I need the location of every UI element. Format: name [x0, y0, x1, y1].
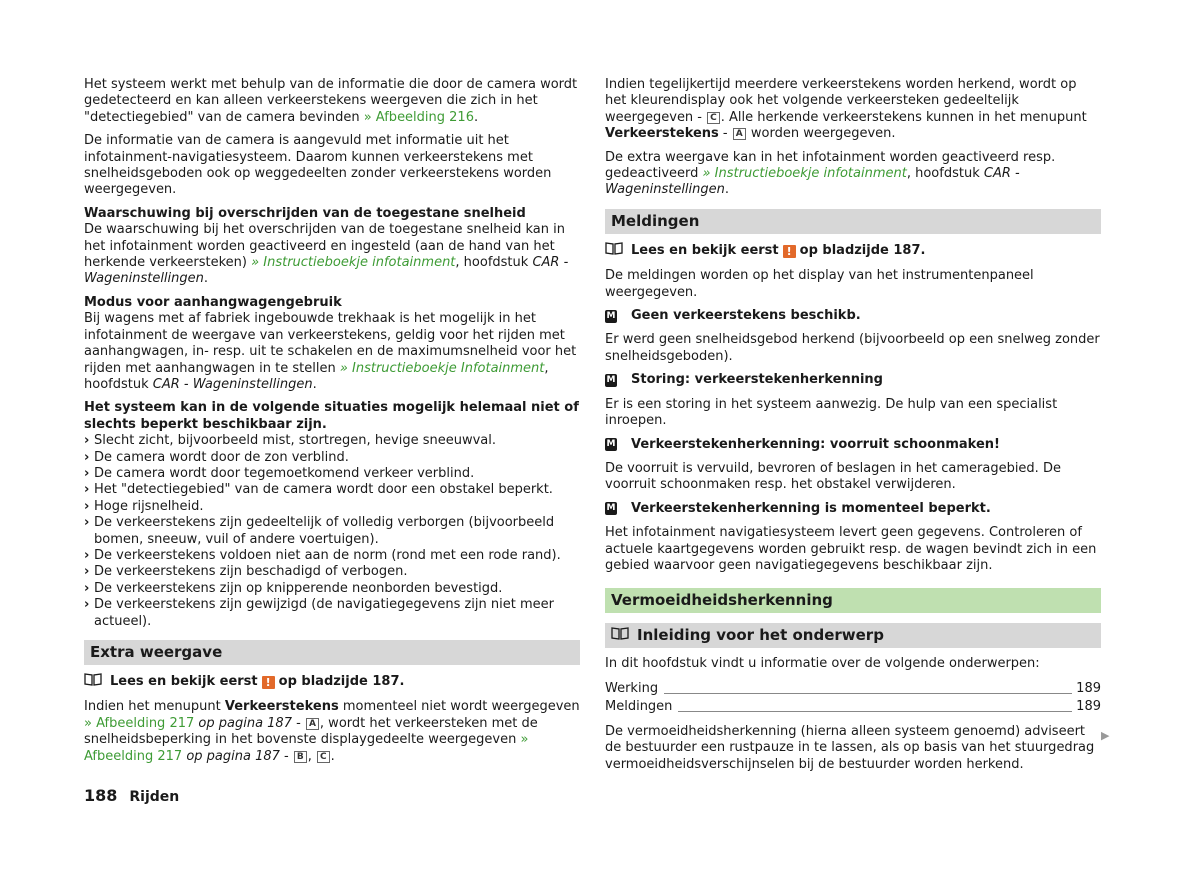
section-meldingen: Meldingen — [605, 209, 1101, 234]
book-icon — [84, 673, 104, 691]
read-first-line: Lees en bekijk eerst ! op bladzijde 187. — [605, 242, 1101, 260]
chevron-right-icon: › — [84, 515, 90, 531]
message-icon: M — [606, 310, 616, 321]
message-body: Er is een storing in het systeem aanwezig. De hulp van een specialist inroepen. — [605, 396, 1058, 429]
info-paragraph: De informatie van de camera is aangevuld met informatie uit het infotainment-navigatiesysteem. Daarom kunnen verkeerstekens met snelheidsgeboden ook op weggedeelten zonder verkeerstekens worden weergegeven. — [84, 133, 552, 198]
message-heading: M Verkeerstekenherkenning is momenteel beperkt. — [606, 500, 991, 516]
key-b-icon: B — [294, 751, 307, 763]
figure-link[interactable]: » Afbeelding 217 — [84, 732, 529, 764]
chevron-right-icon: › — [84, 449, 90, 465]
chevron-right-icon: › — [84, 564, 90, 580]
message-icon: M — [606, 374, 616, 385]
left-column — [84, 77, 580, 772]
figure-link[interactable]: » Afbeelding 216 — [363, 109, 474, 125]
page-footer — [84, 788, 179, 805]
subsection-inleiding: Inleiding voor het onderwerp — [605, 623, 1101, 648]
limitations-list — [84, 433, 580, 630]
next-page-icon: ▶ — [1101, 729, 1110, 742]
list-item: › De verkeerstekens voldoen niet aan de norm (rond met een rode rand). — [84, 547, 561, 563]
limitations-heading: Het systeem kan in de volgende situaties mogelijk helemaal niet of slechts beperkt beschikbaar zijn. — [84, 400, 579, 432]
manual-link[interactable]: » Instructieboekje infotainment — [702, 166, 907, 182]
toc-list — [605, 680, 1101, 716]
manual-link[interactable]: » Instructieboekje infotainment — [251, 255, 456, 271]
extra-paragraph: Indien het menupunt Verkeerstekens momenteel niet wordt weergegeven » Afbeelding 217 op pagina 187 - A , wordt het verkeersteken met de snelheidsbeperking in het bovenste displaygedeelte weergegeven » Afbeelding 217 op pagina 187 - B , C . — [84, 699, 580, 764]
warning-icon: ! — [262, 676, 275, 689]
list-item: › Het "detectiegebied" van de camera wordt door een obstakel beperkt. — [84, 482, 553, 498]
message-body: Het infotainment navigatiesysteem levert geen gegevens. Controleren of actuele kaartgegevens worden gebruikt resp. de wagen bevindt zich in een gebied waarvoor geen navigatiegegevens beschikbaar zijn. — [605, 525, 1097, 573]
message-icon: M — [606, 503, 616, 514]
list-item: › De verkeerstekens zijn gewijzigd (de navigatiegegevens zijn niet meer actueel). — [84, 597, 554, 629]
chevron-right-icon: › — [84, 547, 90, 563]
figure-link[interactable]: » Afbeelding 217 — [84, 715, 195, 731]
trailer-paragraph: Bij wagens met af fabriek ingebouwde trekhaak is het mogelijk in het infotainment de weergave van verkeerstekens, geldig voor het rijden met aanhangwagen, in- resp. uit te schakelen en de maximumsnelheid voor het rijden met aanhangwagen in te stellen » Instructieboekje Infotainment, hoofdstuk CAR - Wageninstellingen. — [84, 311, 577, 392]
key-c-icon: C — [707, 112, 720, 124]
section-vermoeidheidsherkenning: Vermoeidheidsherkenning — [605, 588, 1101, 613]
chevron-right-icon: › — [84, 580, 90, 596]
list-item: › De camera wordt door de zon verblind. — [84, 449, 349, 465]
chevron-right-icon: › — [84, 597, 90, 613]
list-item: › De camera wordt door tegemoetkomend verkeer verblind. — [84, 465, 475, 481]
toc-row[interactable]: Werking 189 — [605, 681, 1101, 697]
warning-heading: Waarschuwing bij overschrijden van de toegestane snelheid — [84, 205, 526, 221]
intro-paragraph: Het systeem werkt met behulp van de informatie die door de camera wordt gedetecteerd en kan alleen verkeerstekens weergeven die zich in het "detectiegebied" van de camera bevinden » Afbeelding 216. — [84, 77, 578, 125]
multi-sign-paragraph: Indien tegelijkertijd meerdere verkeerstekens worden herkend, wordt op het kleurendisplay ook het volgende verkeersteken gedeeltelijk weergegeven - C . Alle herkende verkeerstekens kunnen in het menupunt Verkeerstekens - A worden weergegeven. — [605, 77, 1087, 142]
trailer-heading: Modus voor aanhangwagengebruik — [84, 294, 342, 310]
meldingen-intro: De meldingen worden op het display van het instrumentenpaneel weergegeven. — [605, 268, 1034, 300]
message-heading: M Verkeerstekenherkenning: voorruit schoonmaken! — [606, 436, 1000, 452]
chevron-right-icon: › — [84, 482, 90, 498]
book-icon — [611, 627, 631, 644]
list-item: › De verkeerstekens zijn gedeeltelijk of volledig verborgen (bijvoorbeeld bomen, sneeuw, vuil of andere voertuigen). — [84, 515, 555, 547]
activation-paragraph: De extra weergave kan in het infotainment worden geactiveerd resp. gedeactiveerd » Instructieboekje infotainment, hoofdstuk CAR - Wageninstellingen. — [605, 149, 1056, 198]
chapter-name: Rijden — [129, 789, 180, 805]
key-a-icon: A — [733, 128, 746, 140]
manual-link[interactable]: » Instructieboekje Infotainment — [339, 360, 545, 376]
message-heading: M Geen verkeerstekens beschikb. — [606, 308, 861, 324]
key-c-icon: C — [317, 751, 330, 763]
key-a-icon: A — [306, 718, 319, 730]
intro-text: In dit hoofdstuk vindt u informatie over de volgende onderwerpen: — [605, 656, 1040, 672]
section-extra-weergave: Extra weergave — [84, 640, 580, 665]
right-column — [605, 77, 1101, 780]
list-item: › Hoge rijsnelheid. — [84, 498, 204, 514]
chevron-right-icon: › — [84, 465, 90, 481]
chevron-right-icon: › — [84, 498, 90, 514]
read-first-line: Lees en bekijk eerst ! op bladzijde 187. — [84, 673, 580, 691]
book-icon — [605, 242, 625, 260]
toc-row[interactable]: Meldingen 189 — [605, 699, 1101, 715]
chevron-right-icon: › — [84, 433, 90, 449]
list-item: › Slecht zicht, bijvoorbeeld mist, stortregen, hevige sneeuwval. — [84, 433, 497, 449]
list-item: › De verkeerstekens zijn beschadigd of verbogen. — [84, 564, 408, 580]
page-number: 188 — [84, 786, 118, 805]
warning-paragraph: De waarschuwing bij het overschrijden van de toegestane snelheid kan in het infotainment worden geactiveerd en ingesteld (aan de hand van het herkende verkeersteken) » Instructieboekje infotainment, hoofdstuk CAR - Wageninstellingen. — [84, 222, 569, 287]
message-body: De voorruit is vervuild, bevroren of beslagen in het cameragebied. De voorruit schoonmaken resp. het obstakel verwijderen. — [605, 460, 1061, 493]
list-item: › De verkeerstekens zijn op knipperende neonborden bevestigd. — [84, 580, 503, 596]
message-heading: M Storing: verkeerstekenherkenning — [606, 372, 883, 388]
warning-icon: ! — [783, 245, 796, 258]
message-body: Er werd geen snelheidsgebod herkend (bijvoorbeeld op een snelweg zonder snelheidsgeboden). — [605, 332, 1100, 364]
message-icon: M — [606, 439, 616, 450]
closing-paragraph: De vermoeidheidsherkenning (hierna alleen systeem genoemd) adviseert de bestuurder een rustpauze in te lassen, als op basis van het stuurgedrag vermoeidheidsverschijnselen bij de bestuurder worden herkend. — [605, 723, 1095, 772]
